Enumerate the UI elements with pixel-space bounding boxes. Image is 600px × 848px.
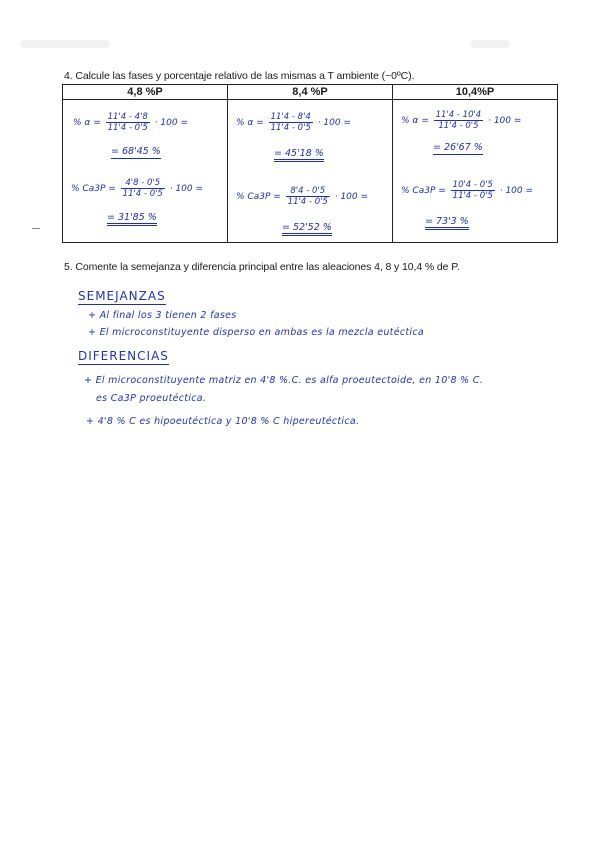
diferencia-line-1: + El microconstituyente matriz en 4'8 %.C. es alfa proeutectoide, en 10'8 % C. xyxy=(84,375,484,386)
ca3p-result-10-4: = 73'3 % xyxy=(425,216,469,227)
diferencia-line-2: es Ca3P proeutéctica. xyxy=(96,393,207,404)
diferencia-line-3: + 4'8 % C es hipoeutéctica y 10'8 % C hipereutéctica. xyxy=(86,416,360,427)
question-5-title: 5. Comente la semejanza y diferencia principal entre las aleaciones 4, 8 y 10,4 % de P. xyxy=(64,261,460,273)
ca3p-result-4-8: = 31'85 % xyxy=(107,212,157,223)
alpha-eq-4-8: % α = $\frac{11'4 - 4'8}{11'4 - 0'5}$ · 100 = xyxy=(73,112,188,133)
scan-smudge-right xyxy=(470,40,510,48)
header-8-4: 8,4 %P xyxy=(228,85,393,100)
semejanzas-heading: SEMEJANZAS xyxy=(78,289,166,303)
header-4-8: 4,8 %P xyxy=(63,85,228,100)
header-10-4: 10,4%P xyxy=(393,85,558,100)
semejanza-line-2: + El microconstituyente disperso en ambas es la mezcla eutéctica xyxy=(88,327,424,338)
diferencias-heading: DIFERENCIAS xyxy=(78,349,169,363)
alpha-eq-10-4: % α = $\frac{11'4 - 10'4}{11'4 - 0'5}$ · 100 = xyxy=(401,110,522,131)
alpha-result-8-4: = 45'18 % xyxy=(274,148,324,159)
ca3p-eq-4-8: % Ca3P = $\frac{4'8 - 0'5}{11'4 - 0'5}$ · 100 = xyxy=(71,178,204,199)
ca3p-eq-10-4: % Ca3P = $\frac{10'4 - 0'5}{11'4 - 0'5}$ · 100 = xyxy=(401,180,534,201)
alpha-result-4-8: = 68'45 % xyxy=(111,146,161,157)
phases-table xyxy=(62,84,558,243)
cell-10-4 xyxy=(393,100,558,243)
question-4-title: 4. Calcule las fases y porcentaje relativo de las mismas a T ambiente (~0ºC). xyxy=(64,70,415,82)
ca3p-result-8-4: = 52'52 % xyxy=(282,222,332,233)
scan-smudge-left xyxy=(20,40,110,48)
alpha-eq-8-4: % α = $\frac{11'4 - 8'4}{11'4 - 0'5}$ · 100 = xyxy=(236,112,351,133)
cell-4-8 xyxy=(63,100,228,243)
cell-8-4 xyxy=(228,100,393,243)
ca3p-eq-8-4: % Ca3P = $\frac{8'4 - 0'5}{11'4 - 0'5}$ · 100 = xyxy=(236,186,369,207)
margin-mark xyxy=(32,228,40,229)
alpha-result-10-4: = 26'67 % xyxy=(433,142,483,153)
semejanza-line-1: + Al final los 3 tienen 2 fases xyxy=(88,310,237,321)
